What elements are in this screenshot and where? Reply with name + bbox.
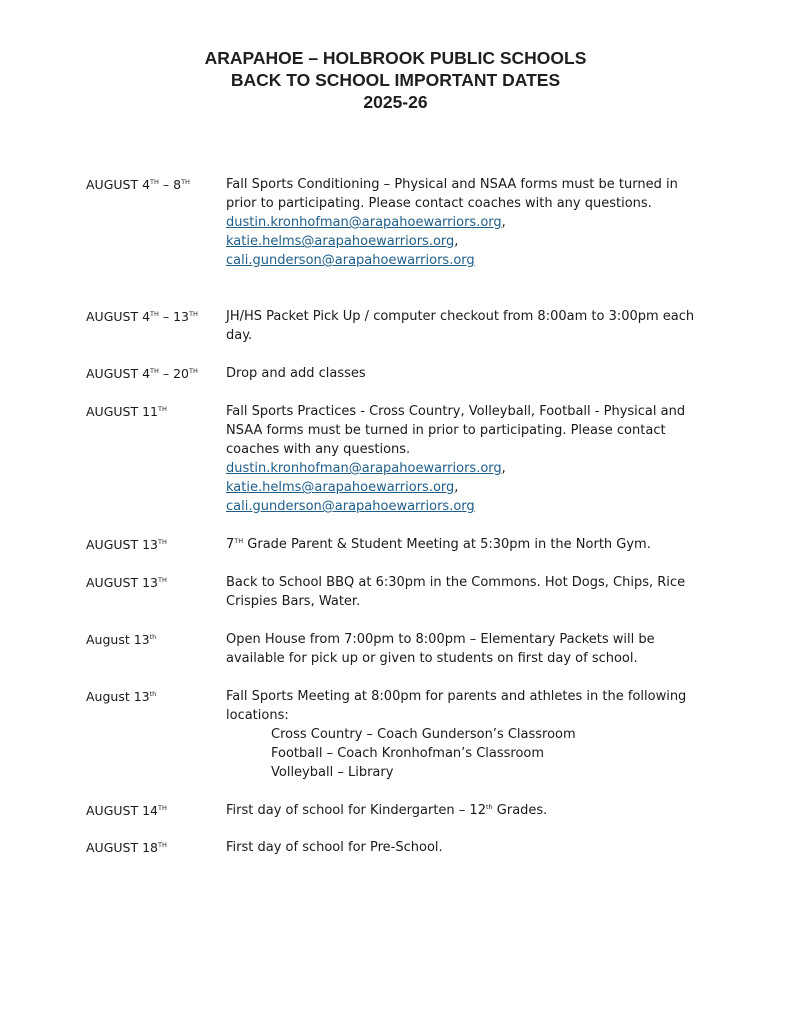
entry-date: August 13th: [86, 632, 157, 647]
email-link[interactable]: cali.gunderson@arapahoewarriors.org: [226, 253, 475, 268]
entry-text: Fall Sports Practices - Cross Country, Volleyball, Football - Physical and NSAA forms must be turned in prior to participating. Please contact coaches with any questions.: [226, 404, 686, 457]
email-link[interactable]: dustin.kronhofman@arapahoewarriors.org: [226, 215, 502, 230]
location-item: Volleyball – Library: [271, 765, 394, 780]
entry-description: JH/HS Packet Pick Up / computer checkout from 8:00am to 3:00pm each day.: [226, 309, 695, 343]
entry-date: AUGUST 18TH: [86, 840, 167, 855]
entry-description: [226, 687, 696, 782]
email-link[interactable]: dustin.kronhofman@arapahoewarriors.org: [226, 461, 502, 476]
entry-date: AUGUST 4TH – 20TH: [86, 366, 198, 381]
email-link[interactable]: katie.helms@arapahoewarriors.org: [226, 480, 455, 495]
entry-text: Fall Sports Meeting at 8:00pm for parents and athletes in the following locations:: [226, 689, 687, 723]
entry-date: AUGUST 11TH: [86, 404, 167, 419]
entry-date: AUGUST 14TH: [86, 803, 167, 818]
location-item: Football – Coach Kronhofman’s Classroom: [271, 746, 545, 761]
entry-date: August 13th: [86, 689, 157, 704]
entry-description: Open House from 7:00pm to 8:00pm – Elementary Packets will be available for pick up or given to students on first day of school.: [226, 632, 655, 666]
school-name: ARAPAHOE – HOLBROOK PUBLIC SCHOOLS: [204, 48, 587, 68]
entry-description: Fall Sports Practices - Cross Country, Volleyball, Football - Physical and NSAA forms must be turned in prior to participating. Please contact coaches with any questions. dustin.kronhofman@arapahoewarriors.org, katie.helms@arapahoewarriors.org, cali.gunderson@arapahoewarriors.org: [226, 402, 696, 516]
entry-description: Drop and add classes: [226, 366, 366, 381]
entry-date: AUGUST 4TH – 8TH: [86, 177, 190, 192]
email-link[interactable]: cali.gunderson@arapahoewarriors.org: [226, 499, 475, 514]
email-link[interactable]: katie.helms@arapahoewarriors.org: [226, 234, 455, 249]
entry-description: Back to School BBQ at 6:30pm in the Commons. Hot Dogs, Chips, Rice Crispies Bars, Water.: [226, 575, 686, 609]
document-header: [0, 47, 791, 113]
location-item: Cross Country – Coach Gunderson’s Classroom: [271, 727, 576, 742]
school-year: 2025-26: [363, 92, 428, 112]
entry-description: First day of school for Pre-School.: [226, 840, 443, 855]
entry-date: AUGUST 4TH – 13TH: [86, 309, 198, 324]
entry-description: 7TH Grade Parent & Student Meeting at 5:30pm in the North Gym.: [226, 537, 651, 552]
entry-description: First day of school for Kindergarten – 12th Grades.: [226, 803, 548, 818]
entry-date: AUGUST 13TH: [86, 575, 167, 590]
entry-text: Fall Sports Conditioning – Physical and NSAA forms must be turned in prior to participating. Please contact coaches with any questions.: [226, 177, 678, 211]
entry-description: Fall Sports Conditioning – Physical and NSAA forms must be turned in prior to participating. Please contact coaches with any questions. dustin.kronhofman@arapahoewarriors.org, katie.helms@arapahoewarriors.org, cali.gunderson@arapahoewarriors.org: [226, 175, 696, 270]
document-title: BACK TO SCHOOL IMPORTANT DATES: [230, 70, 561, 90]
entry-date: AUGUST 13TH: [86, 537, 167, 552]
